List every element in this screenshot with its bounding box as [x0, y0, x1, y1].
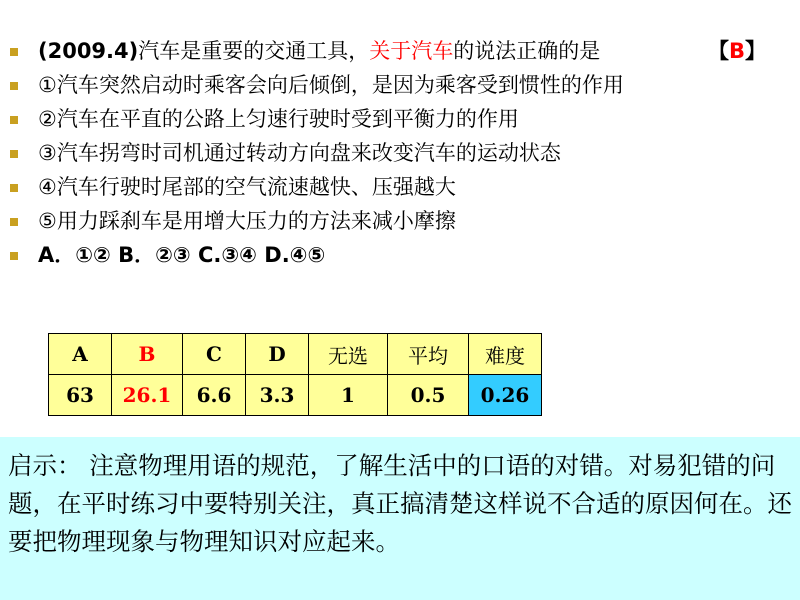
- bullet-icon: [10, 48, 18, 56]
- stats-header-cell: B: [112, 334, 183, 375]
- question-stem-before: 汽车是重要的交通工具，: [138, 39, 370, 63]
- stats-value-cell: 1: [309, 375, 388, 416]
- stats-value-cell: 0.5: [388, 375, 469, 416]
- question-source: (2009.4): [38, 39, 139, 63]
- answer-letter: B: [729, 39, 746, 63]
- stats-header-cell: C: [183, 334, 246, 375]
- bullet-icon: [10, 116, 18, 124]
- stats-value-cell: 63: [49, 375, 112, 416]
- stats-header-cell: 无选: [309, 334, 388, 375]
- bullet-icon: [10, 82, 18, 90]
- hint-box: [0, 437, 800, 600]
- answer-indicator: [708, 34, 766, 68]
- statement-item: [8, 204, 624, 238]
- stats-header-cell: D: [246, 334, 309, 375]
- stats-value-cell: 0.26: [469, 375, 542, 416]
- stats-value-cell: 3.3: [246, 375, 309, 416]
- answer-bracket-close: 】: [745, 39, 767, 63]
- bullet-icon: [10, 184, 18, 192]
- question-list: [8, 34, 767, 272]
- statement-item: [8, 136, 624, 170]
- stats-header-cell: A: [49, 334, 112, 375]
- statement-text: ②汽车在平直的公路上匀速行驶时受到平衡力的作用: [38, 107, 519, 131]
- answer-bracket-open: 【: [708, 39, 729, 63]
- statement-text: ①汽车突然启动时乘客会向后倾倒，是因为乘客受到惯性的作用: [38, 73, 624, 97]
- hint-text: 启示： 注意物理用语的规范，了解生活中的口语的对错。对易犯错的问题，在平时练习中要特别关注，真正搞清楚这样说不合适的原因何在。还要把物理现象与物理知识对应起来。: [8, 451, 792, 556]
- question-stem-highlight: 关于汽车: [369, 39, 454, 63]
- question-stem: [8, 34, 767, 68]
- stats-header-cell: 平均: [388, 334, 469, 375]
- stats-header-row: [49, 334, 542, 375]
- statement-item: [8, 170, 624, 204]
- stats-header-cell: 难度: [469, 334, 542, 375]
- stats-value-cell: 26.1: [112, 375, 183, 416]
- question-stem-after: 的说法正确的是: [453, 39, 601, 63]
- statement-item: [8, 102, 624, 136]
- bullet-icon: [10, 150, 18, 158]
- statement-text: ③汽车拐弯时司机通过转动方向盘来改变汽车的运动状态: [38, 141, 561, 165]
- statement-item: [8, 68, 624, 102]
- options-text: A．①② B．②③ C.③④ D.④⑤: [38, 243, 326, 267]
- bullet-icon: [10, 218, 18, 226]
- stats-value-row: [49, 375, 542, 416]
- stats-table: [48, 333, 542, 416]
- bullet-icon: [10, 252, 18, 260]
- stats-value-cell: 6.6: [183, 375, 246, 416]
- statement-text: ⑤用力踩刹车是用增大压力的方法来减小摩擦: [38, 209, 456, 233]
- answer-options: [8, 238, 624, 272]
- statement-text: ④汽车行驶时尾部的空气流速越快、压强越大: [38, 175, 456, 199]
